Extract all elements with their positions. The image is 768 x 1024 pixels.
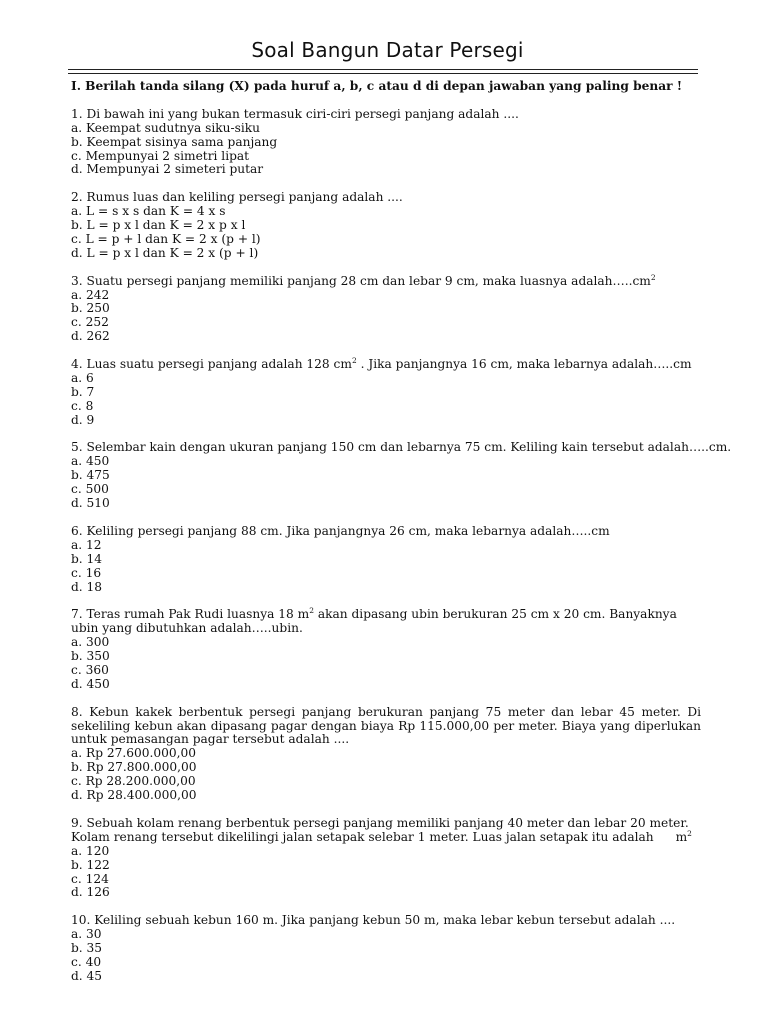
answer-option: d. 9 [71, 412, 95, 427]
answer-option: d. 126 [71, 885, 110, 900]
answer-option: a. 300 [71, 635, 110, 650]
title-divider-top [68, 69, 698, 70]
question-stem: 10. Keliling sebuah kebun 160 m. Jika panjang kebun 50 m, maka lebar kebun tersebut adalah .... [71, 913, 676, 928]
question-stem [71, 358, 701, 372]
superscript: 2 [351, 356, 357, 366]
superscript: 2 [687, 828, 692, 838]
answer-option: a. 30 [71, 927, 102, 942]
question-stem [71, 608, 701, 636]
question-stem: 8. Kebun kakek berbentuk persegi panjang berukuran panjang 75 meter dan lebar 45 meter. Di sekeliling kebun akan dipasang pagar dengan biaya Rp 115.000,00 per meter. Biaya yang diperlukan untuk pemasangan pagar tersebut adalah .... [71, 704, 701, 747]
answer-option: b. 7 [71, 384, 95, 399]
worksheet-content [71, 79, 732, 984]
answer-option: c. Rp 28.200.000,00 [71, 774, 196, 789]
answer-option: d. L = p x l dan K = 2 x (p + l) [71, 245, 259, 260]
answer-option: b. 250 [71, 301, 110, 316]
question-stem: 1. Di bawah ini yang bukan termasuk ciri-ciri persegi panjang adalah .... [71, 106, 519, 121]
page-title: Soal Bangun Datar Persegi [251, 38, 524, 62]
stem-text: Kolam renang tersebut dikelilingi jalan setapak selebar 1 meter. Luas jalan setapak itu adalah [71, 829, 654, 844]
question-1 [71, 108, 701, 178]
answer-option: c. Mempunyai 2 simetri lipat [71, 148, 250, 163]
question-stem [71, 272, 701, 289]
answer-option: a. 12 [71, 537, 102, 552]
answer-option: a. 242 [71, 287, 110, 302]
answer-option: c. 8 [71, 398, 94, 413]
question-5 [71, 440, 732, 511]
answer-option: d. 18 [71, 579, 103, 594]
answer-option: d. 45 [71, 968, 103, 983]
question-7 [71, 608, 701, 691]
answer-option: c. 252 [71, 315, 109, 330]
question-3 [71, 272, 701, 345]
answer-option: b. 14 [71, 551, 103, 566]
answer-option: a. 6 [71, 370, 94, 385]
stem-text: . Jika panjangnya 16 cm, maka lebarnya adalah…..cm [356, 357, 692, 372]
instruction-heading: I. Berilah tanda silang (X) pada huruf a, b, c atau d di depan jawaban yang paling benar ! [71, 79, 683, 93]
answer-option: c. 500 [71, 482, 109, 497]
question-stem: 6. Keliling persegi panjang 88 cm. Jika panjangnya 26 cm, maka lebarnya adalah…..cm [71, 523, 610, 538]
title-divider-bottom [68, 73, 698, 74]
answer-option: d. 450 [71, 676, 110, 691]
question-2 [71, 191, 701, 261]
answer-option: b. 122 [71, 857, 110, 872]
answer-option: c. 360 [71, 662, 109, 677]
answer-option: b. 475 [71, 468, 110, 483]
answer-option: a. 120 [71, 843, 110, 858]
question-stem-line: 9. Sebuah kolam renang berbentuk persegi panjang memiliki panjang 40 meter dan lebar 20 meter. [71, 815, 689, 830]
answer-option: b. 35 [71, 941, 103, 956]
answer-option: b. L = p x l dan K = 2 x p x l [71, 218, 246, 233]
answer-option: d. Rp 28.400.000,00 [71, 788, 197, 803]
answer-option: c. L = p + l dan K = 2 x (p + l) [71, 231, 261, 246]
answer-option: a. Keempat sudutnya siku-siku [71, 120, 261, 135]
answer-option: d. Mempunyai 2 simeteri putar [71, 162, 264, 177]
answer-option: d. 510 [71, 496, 110, 511]
answer-option: c. 40 [71, 954, 102, 969]
answer-option: a. Rp 27.600.000,00 [71, 746, 197, 761]
stem-text: 4. Luas suatu persegi panjang adalah 128 cm [71, 357, 352, 372]
question-10 [71, 914, 701, 984]
answer-option: d. 262 [71, 329, 110, 344]
answer-option: c. 16 [71, 565, 102, 580]
unit-text: m [675, 829, 688, 844]
question-4 [71, 358, 701, 428]
question-stem-line [71, 828, 701, 845]
question-6 [71, 525, 701, 595]
stem-text: 7. Teras rumah Pak Rudi luasnya 18 m [71, 607, 310, 622]
superscript: 2 [309, 606, 314, 616]
answer-option: a. L = s x s dan K = 4 x s [71, 204, 226, 219]
question-stem: 2. Rumus luas dan keliling persegi panjang adalah .... [71, 190, 403, 205]
question-9 [71, 817, 701, 900]
answer-option: a. 450 [71, 454, 110, 469]
answer-option: b. Rp 27.800.000,00 [71, 760, 197, 775]
superscript: 2 [650, 272, 656, 282]
answer-option: c. 124 [71, 871, 109, 886]
answer-option: b. 350 [71, 649, 110, 664]
question-8 [71, 706, 701, 803]
question-stem: 5. Selembar kain dengan ukuran panjang 150 cm dan lebarnya 75 cm. Keliling kain tersebut adalah…..cm. [71, 440, 732, 455]
answer-option: b. Keempat sisinya sama panjang [71, 134, 278, 149]
stem-text: akan dipasang ubin berukuran 25 cm x 20 cm. Banyaknya ubin yang dibutuhkan adalah…..ubin. [71, 607, 677, 636]
stem-text: 3. Suatu persegi panjang memiliki panjang 28 cm dan lebar 9 cm, maka luasnya adalah…..cm [71, 273, 651, 288]
